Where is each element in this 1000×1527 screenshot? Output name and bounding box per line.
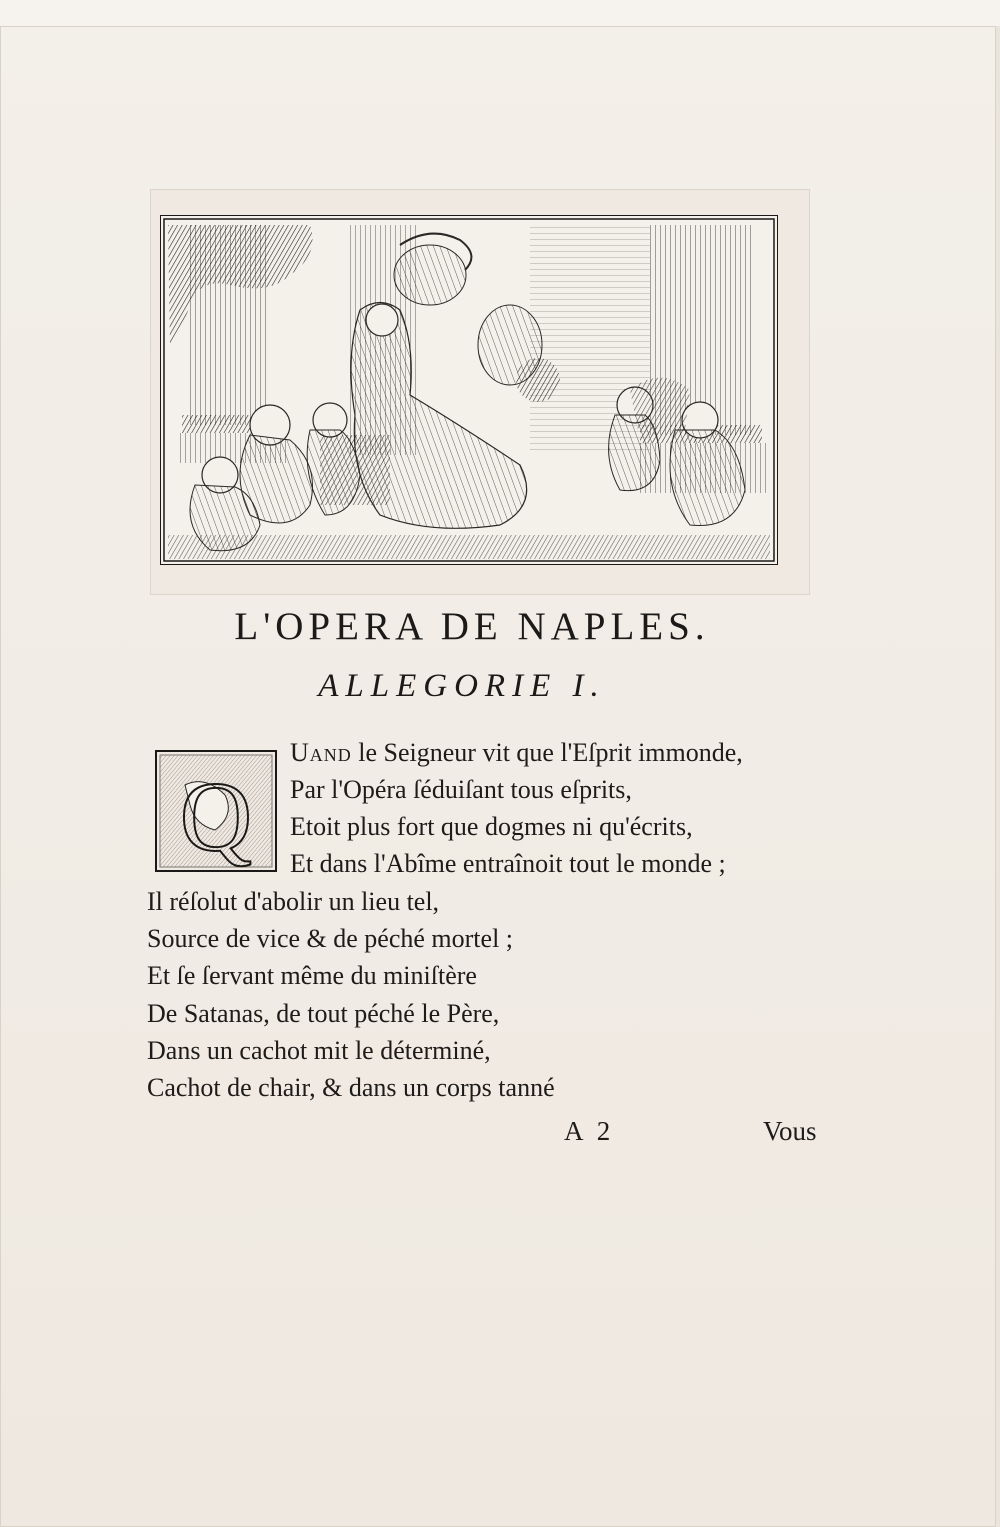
decorated-initial bbox=[155, 750, 277, 872]
verse-line-4: Et dans l'Abîme entraînoit tout le monde ; bbox=[290, 849, 726, 878]
catchword: Vous bbox=[763, 1116, 817, 1146]
verse-line-9: Dans un cachot mit le déterminé, bbox=[147, 1036, 491, 1065]
verse-line-1 bbox=[290, 738, 743, 768]
verse-line-6: Source de vice & de péché mortel ; bbox=[147, 924, 514, 953]
headpiece-engraving bbox=[160, 215, 778, 565]
background-top bbox=[0, 0, 1000, 26]
verse-line-5: Il réſolut d'abolir un lieu tel, bbox=[147, 887, 440, 916]
page-title: L'OPERA DE NAPLES. bbox=[234, 605, 710, 648]
verse-line-8: De Satanas, de tout péché le Père, bbox=[147, 999, 500, 1028]
first-word-smallcaps: Uand bbox=[290, 738, 352, 767]
signature-mark: A 2 bbox=[564, 1116, 615, 1146]
verse-line-7: Et ſe ſervant même du miniſtère bbox=[147, 961, 477, 990]
verse-line-2: Par l'Opéra ſéduiſant tous eſprits, bbox=[290, 775, 632, 804]
verse-line-3: Etoit plus fort que dogmes ni qu'écrits, bbox=[290, 812, 693, 841]
dropcap-letter: Q bbox=[179, 761, 253, 872]
first-line-rest: le Seigneur vit que l'Eſprit immonde, bbox=[351, 738, 743, 767]
page-subtitle: ALLEGORIE I. bbox=[318, 668, 606, 704]
verse-line-10: Cachot de chair, & dans un corps tanné bbox=[147, 1073, 555, 1102]
